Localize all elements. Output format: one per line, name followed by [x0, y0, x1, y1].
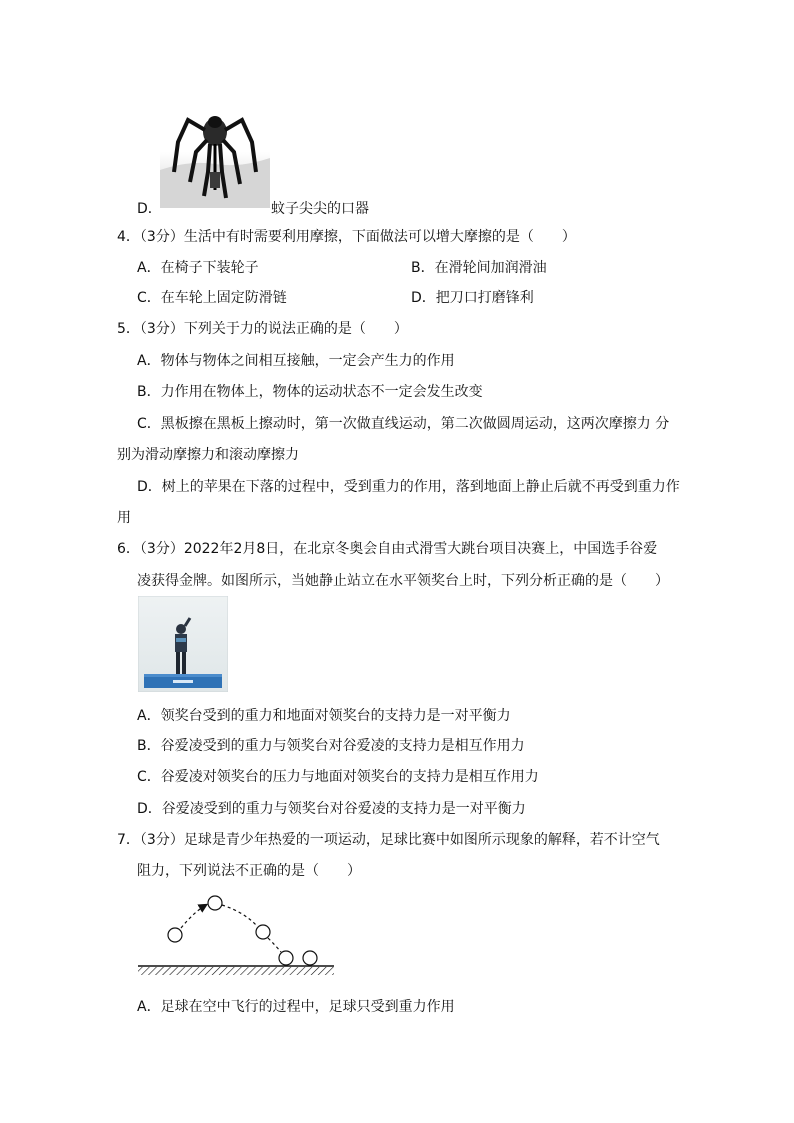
q5-option-b[interactable]: B．力作用在物体上，物体的运动状态不一定会发生改变	[137, 384, 483, 400]
q7-stem-line2: 阻力，下列说法不正确的是（ ）	[137, 863, 361, 879]
q5-option-a[interactable]: A．物体与物体之间相互接触，一定会产生力的作用	[137, 353, 455, 369]
q4-option-b[interactable]: B．在滑轮间加润滑油	[411, 260, 547, 276]
ball-2	[208, 896, 222, 910]
ball-4	[279, 951, 293, 965]
q4-option-d[interactable]: D．把刀口打磨锋利	[411, 290, 534, 306]
q5-option-c[interactable]: C．黑板擦在黑板上擦动时，第一次做直线运动，第二次做圆周运动，这两次摩擦力 分	[137, 416, 670, 432]
q6-option-c[interactable]: C．谷爱凌对领奖台的压力与地面对领奖台的支持力是相互作用力	[137, 769, 539, 785]
football-trajectory-diagram	[136, 888, 342, 982]
q4-stem: 4．（3分）生活中有时需要利用摩擦，下面做法可以增大摩擦的是（ ）	[117, 229, 576, 245]
podium-photo	[138, 596, 228, 692]
q4-option-a[interactable]: A．在椅子下装轮子	[137, 260, 259, 276]
q6-option-d[interactable]: D．谷爱凌受到的重力与领奖台对谷爱凌的支持力是一对平衡力	[137, 801, 526, 817]
ball-5	[303, 951, 317, 965]
q5-stem: 5．（3分）下列关于力的说法正确的是（ ）	[117, 321, 408, 337]
q6-option-b[interactable]: B．谷爱凌受到的重力与领奖台对谷爱凌的支持力是相互作用力	[137, 738, 525, 754]
q6-stem-line1: 6．（3分）2022年2月8日，在北京冬奥会自由式滑雪大跳台项目决赛上，中国选手谷爱	[117, 541, 658, 557]
q3-option-d-text: 蚊子尖尖的口器	[271, 201, 369, 217]
q7-option-a[interactable]: A．足球在空中飞行的过程中，足球只受到重力作用	[137, 999, 455, 1015]
q7-stem-line1: 7．（3分）足球是青少年热爱的一项运动，足球比赛中如图所示现象的解释，若不计空气	[117, 832, 660, 848]
q4-option-c[interactable]: C．在车轮上固定防滑链	[137, 290, 287, 306]
trajectory-down-1	[222, 905, 257, 926]
ball-3	[256, 925, 270, 939]
q5-option-d[interactable]: D．树上的苹果在下落的过程中，受到重力的作用，落到地面上静止后就不再受到重力作	[137, 479, 680, 495]
ball-1	[168, 928, 182, 942]
trajectory-arrow-up	[181, 905, 206, 928]
q6-option-a[interactable]: A．领奖台受到的重力和地面对领奖台的支持力是一对平衡力	[137, 708, 511, 724]
trajectory-down-2	[268, 938, 281, 952]
mosquito-image	[160, 112, 270, 208]
q5-option-d-cont: 用	[117, 510, 131, 526]
q3-option-d-label: D．	[137, 201, 162, 217]
q6-stem-line2: 凌获得金牌。如图所示，当她静止站立在水平领奖台上时，下列分析正确的是（ ）	[137, 573, 669, 589]
q5-option-c-cont: 别为滑动摩擦力和滚动摩擦力	[117, 447, 299, 463]
